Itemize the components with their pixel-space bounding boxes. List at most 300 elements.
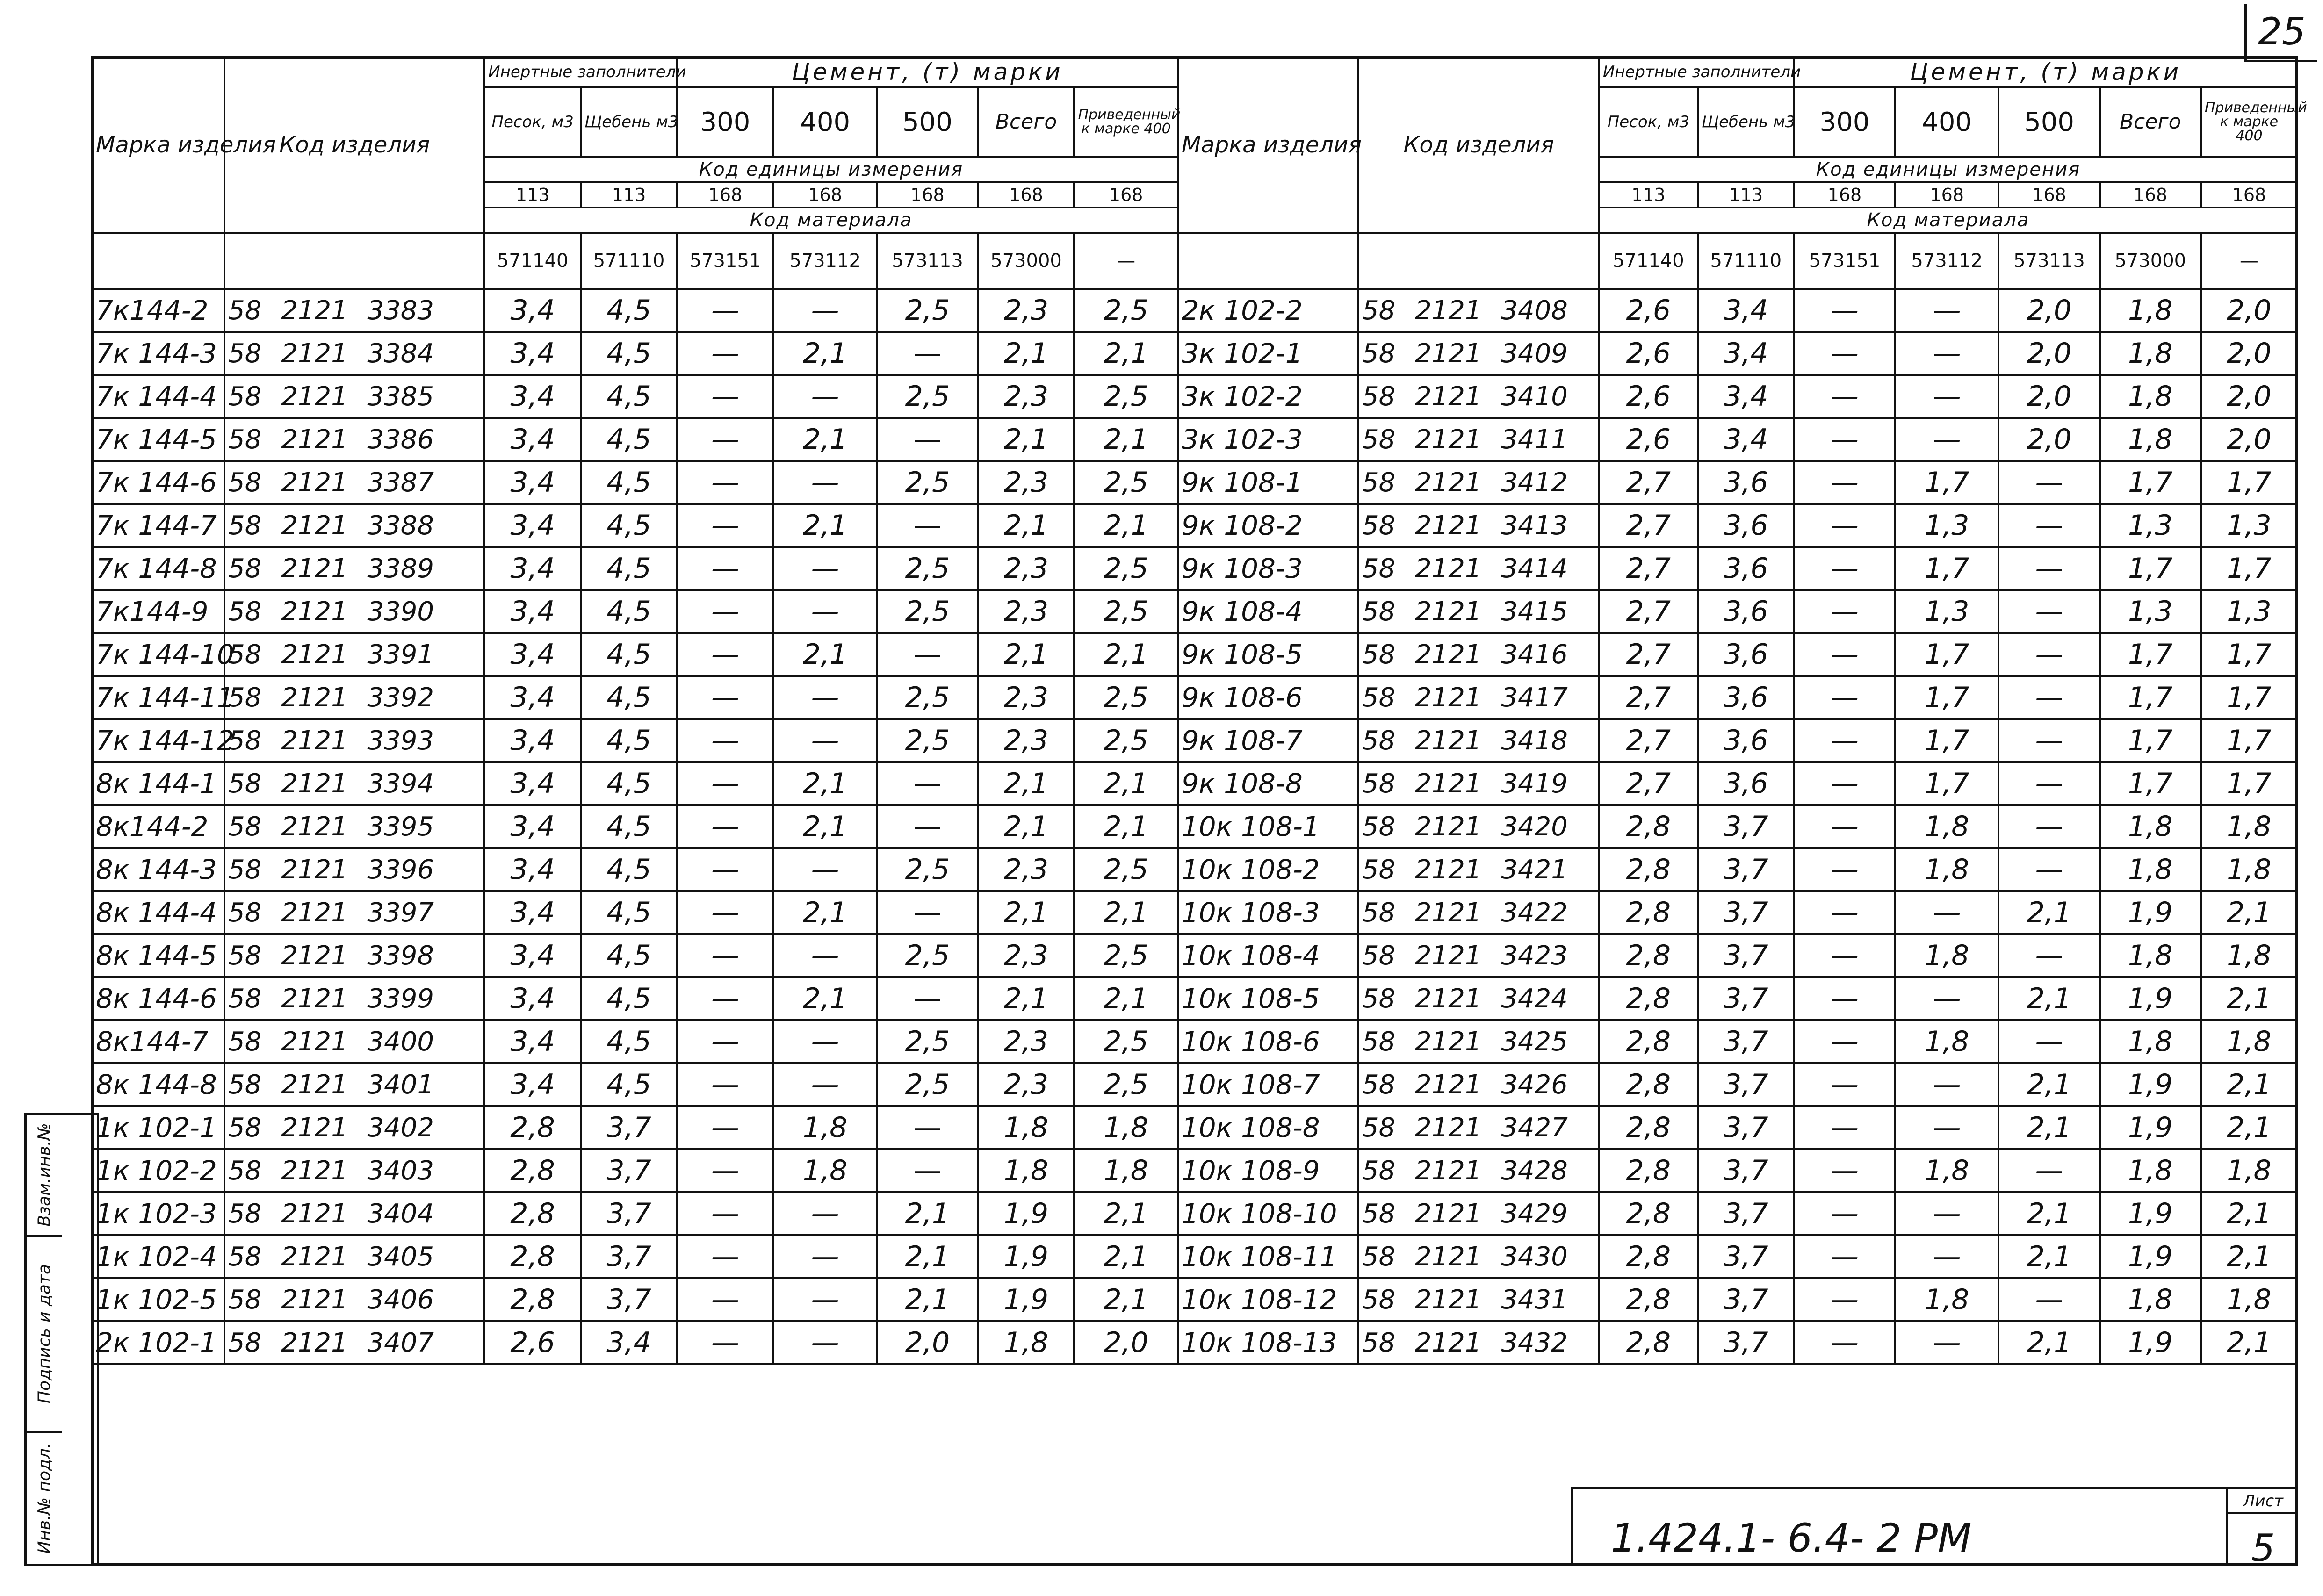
cell-mark: 10к 108-13	[1178, 1321, 1358, 1364]
cell-reduced: 2,1	[1074, 891, 1177, 934]
cell-sand: 2,6	[484, 1321, 581, 1364]
cell-sand: 2,8	[484, 1149, 581, 1192]
cell-c500: 2,5	[877, 1063, 978, 1106]
cell-c300: —	[1794, 848, 1895, 891]
cell-gravel: 3,7	[581, 1235, 677, 1278]
cell-c300: —	[677, 1149, 773, 1192]
cell-sand: 3,4	[484, 504, 581, 547]
cell-code: 58 2121 3394	[224, 762, 484, 805]
cell-c500: —	[877, 977, 978, 1020]
cell-total: 1,7	[2100, 633, 2201, 676]
unit-code: 113	[1698, 182, 1794, 208]
cell-total: 1,8	[2100, 934, 2201, 977]
cell-reduced: 2,5	[1074, 934, 1177, 977]
cell-code: 58 2121 3393	[224, 719, 484, 762]
cell-c300: —	[677, 848, 773, 891]
cell-reduced: 1,7	[2201, 461, 2297, 504]
cell-mark: 7к 144-7	[92, 504, 224, 547]
cell-c500: 2,0	[877, 1321, 978, 1364]
cell-reduced: 2,1	[2201, 977, 2297, 1020]
material-code: 573113	[1998, 233, 2099, 289]
cell-c400: —	[773, 1020, 877, 1063]
cell-c400: —	[773, 934, 877, 977]
cell-gravel: 3,7	[1698, 891, 1794, 934]
cell-mark: 10к 108-4	[1178, 934, 1358, 977]
cell-total: 1,3	[2100, 590, 2201, 633]
cell-code: 58 2121 3405	[224, 1235, 484, 1278]
material-code-label-left: Код материала	[484, 208, 1178, 233]
cell-reduced: 2,5	[1074, 289, 1177, 332]
cell-mark: 9к 108-2	[1178, 504, 1358, 547]
cell-sand: 2,8	[1599, 1321, 1698, 1364]
cell-total: 1,9	[2100, 1106, 2201, 1149]
cell-c500: —	[877, 762, 978, 805]
table-row	[92, 332, 2297, 375]
cell-total: 2,3	[978, 676, 1075, 719]
cell-c400: —	[1895, 1106, 1998, 1149]
cell-c400: 1,8	[1895, 1149, 1998, 1192]
table-row	[92, 375, 2297, 418]
cell-sand: 3,4	[484, 934, 581, 977]
unit-code: 168	[1998, 182, 2099, 208]
cell-code: 58 2121 3392	[224, 676, 484, 719]
cell-sand: 2,7	[1599, 719, 1698, 762]
cell-c500: 2,5	[877, 848, 978, 891]
cell-gravel: 4,5	[581, 1063, 677, 1106]
cell-gravel: 3,7	[1698, 1192, 1794, 1235]
cell-mark: 1к 102-1	[92, 1106, 224, 1149]
table-row	[92, 977, 2297, 1020]
cell-mark: 9к 108-3	[1178, 547, 1358, 590]
cell-c300: —	[677, 418, 773, 461]
cell-mark: 2к 102-1	[92, 1321, 224, 1364]
cell-mark: 7к144-2	[92, 289, 224, 332]
cell-sand: 2,8	[1599, 891, 1698, 934]
cell-c500: 2,0	[1998, 418, 2099, 461]
header-c400-right: 400	[1895, 87, 1998, 157]
table-row	[92, 891, 2297, 934]
cell-total: 2,3	[978, 848, 1075, 891]
cell-sand: 3,4	[484, 633, 581, 676]
cell-c500: —	[877, 418, 978, 461]
cell-c400: 1,8	[1895, 805, 1998, 848]
cell-reduced: 1,8	[2201, 848, 2297, 891]
unit-code: 168	[1074, 182, 1177, 208]
cell-reduced: 1,8	[2201, 805, 2297, 848]
cell-gravel: 3,7	[1698, 1149, 1794, 1192]
table-row	[92, 1149, 2297, 1192]
cell-mark: 10к 108-6	[1178, 1020, 1358, 1063]
cell-c400: 2,1	[773, 891, 877, 934]
cell-c500: 2,1	[1998, 1321, 2099, 1364]
cell-c400: —	[773, 1321, 877, 1364]
cell-sand: 3,4	[484, 418, 581, 461]
cell-c500: —	[1998, 590, 2099, 633]
cell-gravel: 3,7	[581, 1106, 677, 1149]
cell-total: 2,1	[978, 891, 1075, 934]
cell-code: 58 2121 3404	[224, 1192, 484, 1235]
cell-c500: —	[1998, 504, 2099, 547]
cell-code: 58 2121 3424	[1358, 977, 1599, 1020]
header-gravel-left: Щебень м3	[581, 87, 677, 157]
cell-c500: —	[1998, 762, 2099, 805]
header-reduced-left: Приведенный к марке 400	[1074, 87, 1177, 157]
cell-mark: 9к 108-1	[1178, 461, 1358, 504]
cell-c300: —	[1794, 1321, 1895, 1364]
cell-c500: 2,1	[1998, 1063, 2099, 1106]
cell-sand: 2,8	[1599, 1020, 1698, 1063]
unit-code: 168	[877, 182, 978, 208]
cell-total: 1,8	[978, 1149, 1075, 1192]
cell-c400: 1,8	[773, 1149, 877, 1192]
cell-reduced: 2,5	[1074, 590, 1177, 633]
cell-c300: —	[1794, 805, 1895, 848]
cell-sand: 2,6	[1599, 332, 1698, 375]
cell-code: 58 2121 3420	[1358, 805, 1599, 848]
cell-c500: —	[1998, 805, 2099, 848]
table-row	[92, 289, 2297, 332]
cell-mark: 10к 108-3	[1178, 891, 1358, 934]
cell-total: 1,8	[978, 1106, 1075, 1149]
header-cement-right: Цемент, (т) марки	[1794, 57, 2297, 87]
cell-gravel: 3,6	[1698, 547, 1794, 590]
cell-c300: —	[677, 633, 773, 676]
cell-c300: —	[1794, 977, 1895, 1020]
header-code-left: Код изделия	[224, 57, 484, 233]
table-row	[92, 676, 2297, 719]
cell-c500: 2,1	[1998, 1106, 2099, 1149]
cell-sand: 3,4	[484, 590, 581, 633]
cell-c300: —	[677, 547, 773, 590]
cell-code: 58 2121 3415	[1358, 590, 1599, 633]
material-code: 573151	[677, 233, 773, 289]
cell-c300: —	[677, 590, 773, 633]
cell-mark: 9к 108-8	[1178, 762, 1358, 805]
cell-gravel: 3,7	[1698, 1063, 1794, 1106]
cell-mark: 1к 102-3	[92, 1192, 224, 1235]
header-spacer-left	[92, 233, 224, 289]
cell-c400: —	[1895, 891, 1998, 934]
cell-gravel: 3,4	[1698, 332, 1794, 375]
cell-c300: —	[1794, 590, 1895, 633]
cell-gravel: 3,6	[1698, 762, 1794, 805]
cell-code: 58 2121 3414	[1358, 547, 1599, 590]
cell-sand: 3,4	[484, 332, 581, 375]
cell-c400: —	[1895, 1192, 1998, 1235]
cell-mark: 7к 144-4	[92, 375, 224, 418]
cell-total: 1,8	[2100, 418, 2201, 461]
cell-total: 2,1	[978, 332, 1075, 375]
header-c300-left: 300	[677, 87, 773, 157]
cell-c500: —	[1998, 719, 2099, 762]
cell-code: 58 2121 3426	[1358, 1063, 1599, 1106]
cell-sand: 2,8	[1599, 1235, 1698, 1278]
cell-c300: —	[677, 1278, 773, 1321]
cell-mark: 1к 102-2	[92, 1149, 224, 1192]
cell-code: 58 2121 3390	[224, 590, 484, 633]
cell-c300: —	[677, 504, 773, 547]
cell-c400: 2,1	[773, 504, 877, 547]
cell-c500: —	[1998, 633, 2099, 676]
cell-c500: 2,5	[877, 676, 978, 719]
header-sand-left: Песок, м3	[484, 87, 581, 157]
cell-code: 58 2121 3395	[224, 805, 484, 848]
cell-code: 58 2121 3391	[224, 633, 484, 676]
cell-c400: 2,1	[773, 332, 877, 375]
cell-c400: —	[773, 461, 877, 504]
cell-sand: 2,8	[484, 1278, 581, 1321]
cell-mark: 2к 102-2	[1178, 289, 1358, 332]
side-label-replace-inv: Взам.инв.№	[35, 1123, 54, 1227]
cell-c400: 1,3	[1895, 590, 1998, 633]
header-spacer-right	[1358, 233, 1599, 289]
cell-c400: 1,8	[1895, 1020, 1998, 1063]
cell-total: 1,8	[2100, 375, 2201, 418]
cell-c300: —	[1794, 375, 1895, 418]
cell-c400: —	[1895, 418, 1998, 461]
cell-total: 1,9	[978, 1278, 1075, 1321]
cell-sand: 2,8	[1599, 1192, 1698, 1235]
material-code: 571140	[1599, 233, 1698, 289]
cell-c500: 2,1	[1998, 1192, 2099, 1235]
cell-code: 58 2121 3387	[224, 461, 484, 504]
cell-gravel: 4,5	[581, 375, 677, 418]
cell-c500: 2,5	[877, 1020, 978, 1063]
cell-code: 58 2121 3386	[224, 418, 484, 461]
cell-reduced: 2,0	[2201, 289, 2297, 332]
cell-mark: 10к 108-12	[1178, 1278, 1358, 1321]
cell-gravel: 3,4	[581, 1321, 677, 1364]
cell-reduced: 1,7	[2201, 547, 2297, 590]
cell-reduced: 2,5	[1074, 461, 1177, 504]
cell-reduced: 2,5	[1074, 676, 1177, 719]
cell-code: 58 2121 3429	[1358, 1192, 1599, 1235]
table-row	[92, 1192, 2297, 1235]
cell-mark: 7к 144-6	[92, 461, 224, 504]
cell-sand: 2,7	[1599, 547, 1698, 590]
cell-total: 1,8	[2100, 1149, 2201, 1192]
cell-gravel: 3,6	[1698, 633, 1794, 676]
material-code: 573112	[1895, 233, 1998, 289]
cell-reduced: 2,1	[1074, 418, 1177, 461]
cell-code: 58 2121 3397	[224, 891, 484, 934]
cell-c400: 1,8	[1895, 848, 1998, 891]
cell-gravel: 4,5	[581, 547, 677, 590]
cell-c300: —	[1794, 504, 1895, 547]
cell-c400: —	[773, 1278, 877, 1321]
cell-c400: 1,3	[1895, 504, 1998, 547]
cell-code: 58 2121 3418	[1358, 719, 1599, 762]
cell-gravel: 3,6	[1698, 676, 1794, 719]
cell-c500: 2,1	[1998, 977, 2099, 1020]
cell-c500: —	[877, 805, 978, 848]
side-cell-replace-inv	[27, 1115, 62, 1237]
header-spacer-right	[1178, 233, 1358, 289]
header-inert-right: Инертные заполнители	[1599, 57, 1794, 87]
cell-total: 1,9	[978, 1192, 1075, 1235]
table-row	[92, 848, 2297, 891]
cell-total: 1,7	[2100, 461, 2201, 504]
cell-gravel: 3,7	[581, 1278, 677, 1321]
cell-reduced: 2,5	[1074, 848, 1177, 891]
cell-c500: 2,5	[877, 719, 978, 762]
cell-code: 58 2121 3408	[1358, 289, 1599, 332]
cell-reduced: 2,5	[1074, 375, 1177, 418]
cell-total: 2,3	[978, 934, 1075, 977]
cell-code: 58 2121 3389	[224, 547, 484, 590]
cell-reduced: 1,8	[2201, 1149, 2297, 1192]
cell-c500: —	[1998, 848, 2099, 891]
cell-mark: 8к144-7	[92, 1020, 224, 1063]
cell-reduced: 2,1	[2201, 891, 2297, 934]
cell-total: 2,1	[978, 504, 1075, 547]
cell-c300: —	[677, 1106, 773, 1149]
cell-mark: 7к 144-8	[92, 547, 224, 590]
material-code: —	[2201, 233, 2297, 289]
cell-reduced: 2,1	[2201, 1235, 2297, 1278]
cell-sand: 2,6	[1599, 418, 1698, 461]
material-code: 573000	[978, 233, 1075, 289]
cell-sand: 2,8	[1599, 848, 1698, 891]
cell-sand: 3,4	[484, 1063, 581, 1106]
table-row	[92, 1063, 2297, 1106]
cell-c300: —	[677, 676, 773, 719]
cell-reduced: 2,5	[1074, 1020, 1177, 1063]
cell-mark: 9к 108-5	[1178, 633, 1358, 676]
cell-total: 2,3	[978, 1020, 1075, 1063]
side-cell-signature	[27, 1237, 62, 1433]
cell-c500: 2,5	[877, 289, 978, 332]
table-body	[92, 289, 2297, 1364]
cell-total: 1,9	[2100, 891, 2201, 934]
cell-c300: —	[1794, 891, 1895, 934]
header-c300-right: 300	[1794, 87, 1895, 157]
cell-reduced: 2,1	[2201, 1106, 2297, 1149]
cell-reduced: 1,3	[2201, 590, 2297, 633]
cell-code: 58 2121 3406	[224, 1278, 484, 1321]
unit-code: 168	[2201, 182, 2297, 208]
cell-mark: 8к 144-5	[92, 934, 224, 977]
cell-c300: —	[677, 805, 773, 848]
cell-reduced: 2,1	[1074, 1192, 1177, 1235]
cell-c500: 2,5	[877, 590, 978, 633]
cell-mark: 10к 108-2	[1178, 848, 1358, 891]
header-cement-left: Цемент, (т) марки	[677, 57, 1178, 87]
material-code-label-right: Код материала	[1599, 208, 2297, 233]
unit-code: 168	[1794, 182, 1895, 208]
cell-c300: —	[677, 934, 773, 977]
table-row	[92, 547, 2297, 590]
cell-c500: 2,1	[877, 1192, 978, 1235]
cell-total: 2,3	[978, 289, 1075, 332]
header-reduced-right: Приведенный к марке 400	[2201, 87, 2297, 157]
cell-gravel: 4,5	[581, 891, 677, 934]
cell-code: 58 2121 3400	[224, 1020, 484, 1063]
material-code: 573112	[773, 233, 877, 289]
cell-reduced: 2,0	[2201, 418, 2297, 461]
cell-total: 1,8	[2100, 1020, 2201, 1063]
cell-sand: 2,7	[1599, 461, 1698, 504]
cell-reduced: 2,0	[2201, 332, 2297, 375]
cell-c300: —	[677, 891, 773, 934]
cell-sand: 2,8	[1599, 1063, 1698, 1106]
cell-c300: —	[1794, 1106, 1895, 1149]
table-row	[92, 590, 2297, 633]
sheet-number-box	[2226, 1487, 2298, 1570]
table-row	[92, 418, 2297, 461]
cell-gravel: 3,6	[1698, 461, 1794, 504]
cell-gravel: 4,5	[581, 805, 677, 848]
material-code: 571110	[1698, 233, 1794, 289]
header-c500-left: 500	[877, 87, 978, 157]
cell-c500: 2,0	[1998, 332, 2099, 375]
side-label-signature-date: Подпись и дата	[35, 1264, 54, 1404]
cell-c500: 2,1	[877, 1278, 978, 1321]
cell-total: 1,7	[2100, 676, 2201, 719]
cell-total: 2,1	[978, 762, 1075, 805]
cell-gravel: 4,5	[581, 977, 677, 1020]
header-mark-left: Марка изделия	[92, 57, 224, 233]
cell-reduced: 1,8	[2201, 934, 2297, 977]
header-total-left: Всего	[978, 87, 1075, 157]
cell-c400: —	[773, 719, 877, 762]
cell-mark: 3к 102-2	[1178, 375, 1358, 418]
cell-total: 2,3	[978, 375, 1075, 418]
cell-c400: —	[773, 375, 877, 418]
cell-sand: 3,4	[484, 676, 581, 719]
cell-reduced: 2,5	[1074, 719, 1177, 762]
table-row	[92, 1235, 2297, 1278]
cell-gravel: 4,5	[581, 590, 677, 633]
cell-total: 1,8	[978, 1321, 1075, 1364]
cell-reduced: 2,1	[1074, 1278, 1177, 1321]
cell-c500: —	[1998, 1278, 2099, 1321]
cell-sand: 2,6	[1599, 375, 1698, 418]
cell-code: 58 2121 3417	[1358, 676, 1599, 719]
cell-gravel: 3,4	[1698, 418, 1794, 461]
cell-reduced: 2,1	[2201, 1321, 2297, 1364]
cell-c300: —	[1794, 633, 1895, 676]
material-code: 571110	[581, 233, 677, 289]
cell-mark: 8к144-2	[92, 805, 224, 848]
cell-sand: 3,4	[484, 547, 581, 590]
cell-code: 58 2121 3422	[1358, 891, 1599, 934]
cell-c300: —	[1794, 934, 1895, 977]
cell-sand: 2,8	[484, 1192, 581, 1235]
cell-reduced: 2,1	[1074, 977, 1177, 1020]
cell-gravel: 3,7	[1698, 1106, 1794, 1149]
cell-c500: —	[877, 1106, 978, 1149]
cell-c300: —	[1794, 1149, 1895, 1192]
cell-mark: 10к 108-5	[1178, 977, 1358, 1020]
cell-c300: —	[1794, 1235, 1895, 1278]
cell-c500: —	[1998, 1020, 2099, 1063]
cell-gravel: 3,7	[1698, 934, 1794, 977]
cell-c300: —	[1794, 719, 1895, 762]
cell-c500: —	[877, 1149, 978, 1192]
cell-c300: —	[1794, 418, 1895, 461]
cell-code: 58 2121 3430	[1358, 1235, 1599, 1278]
cell-mark: 9к 108-4	[1178, 590, 1358, 633]
cell-gravel: 3,6	[1698, 590, 1794, 633]
cell-reduced: 1,7	[2201, 719, 2297, 762]
cell-gravel: 3,7	[581, 1149, 677, 1192]
cell-total: 1,8	[2100, 289, 2201, 332]
cell-reduced: 2,1	[1074, 805, 1177, 848]
cell-c400: 2,1	[773, 805, 877, 848]
cell-c400: —	[1895, 1235, 1998, 1278]
cell-gravel: 3,7	[1698, 848, 1794, 891]
